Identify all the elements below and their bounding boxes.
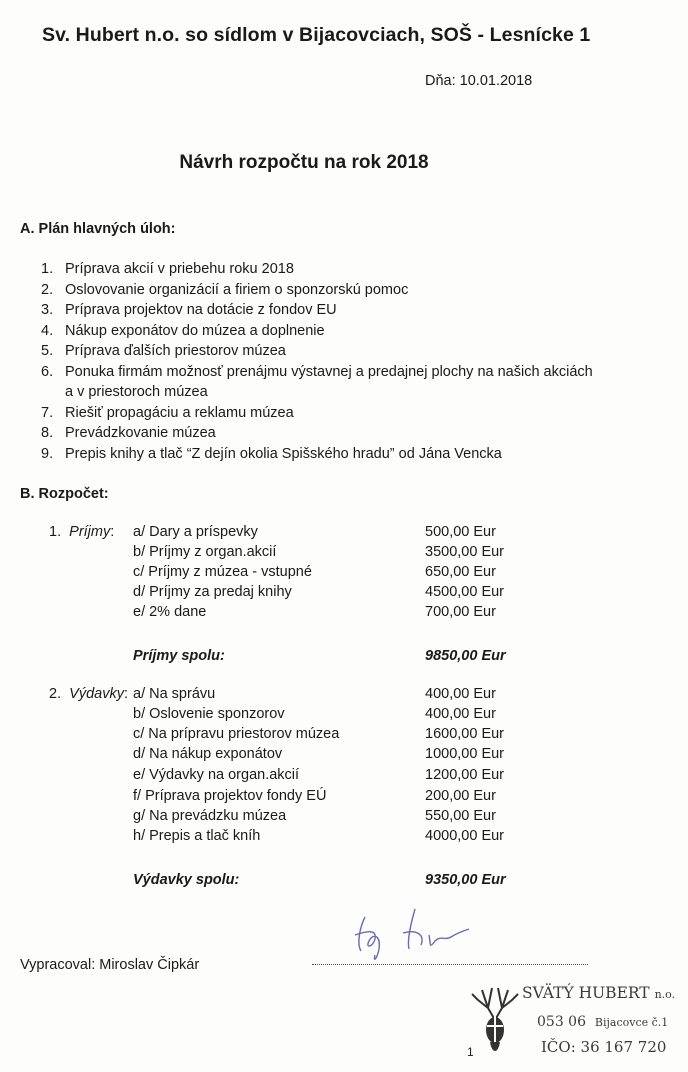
deer-emblem-icon	[470, 980, 520, 1066]
income-row: 1. Príjmy: a/ Dary a príspevky 500,00 Eur	[49, 524, 496, 540]
section-a-heading: A. Plán hlavných úloh:	[20, 221, 176, 237]
page-number: 1	[467, 1045, 474, 1059]
expense-category: 2. Výdavky:	[49, 686, 128, 702]
stamp-ico: IČO: 36 167 720	[541, 1038, 667, 1056]
income-total-row: Príjmy spolu: 9850,00 Eur	[133, 648, 506, 664]
income-row: b/ Príjmy z organ.akcií 3500,00 Eur	[133, 544, 505, 560]
list-item: 8. Prevádzkovanie múzea	[41, 425, 216, 441]
expense-row: b/ Oslovenie sponzorov 400,00 Eur	[133, 706, 496, 722]
list-item: 4. Nákup exponátov do múzea a doplnenie	[41, 322, 325, 339]
expense-row: c/ Na prípravu priestorov múzea 1600,00 Eur	[133, 726, 505, 742]
list-item: 2. Oslovovanie organizácií a firiem o sponzorskú pomoc	[41, 281, 409, 298]
income-row: c/ Príjmy z múzea - vstupné 650,00 Eur	[133, 564, 496, 580]
stamp-address: 053 06 Bijacovce č.1	[537, 1014, 669, 1030]
income-row: e/ 2% dane 700,00 Eur	[133, 604, 496, 620]
signature-image	[345, 905, 475, 965]
task-list	[41, 259, 601, 464]
document-date: Dňa: 10.01.2018	[425, 73, 533, 89]
income-row: d/ Príjmy za predaj knihy 4500,00 Eur	[133, 584, 505, 600]
list-item: 9. Prepis knihy a tlač “Z dejín okolia Spišského hradu” od Jána Vencka	[41, 445, 502, 462]
list-item: 3. Príprava projektov na dotácie z fondov EU	[41, 302, 337, 318]
expense-row: d/ Na nákup exponátov 1000,00 Eur	[133, 746, 505, 762]
list-item: 6. Ponuka firmám možnosť prenájmu výstavnej a predajnej plochy na našich akciách a v priestoroch múzea	[41, 363, 593, 400]
expense-row: h/ Prepis a tlač kníh 4000,00 Eur	[133, 828, 505, 844]
organization-stamp	[470, 978, 682, 1068]
expense-total-row: Výdavky spolu: 9350,00 Eur	[133, 872, 506, 888]
list-item: 1. Príprava akcií v priebehu roku 2018	[41, 261, 294, 277]
expense-row: f/ Príprava projektov fondy EÚ 200,00 Eur	[133, 788, 496, 804]
expense-row: 2. Výdavky: a/ Na správu 400,00 Eur	[49, 686, 496, 702]
income-category: 1. Príjmy:	[49, 524, 115, 540]
expense-row: g/ Na prevádzku múzea 550,00 Eur	[133, 808, 496, 824]
list-item: 5. Príprava ďalších priestorov múzea	[41, 343, 286, 359]
organization-header: Sv. Hubert n.o. so sídlom v Bijacovciach, SOŠ - Lesnícke 1	[42, 24, 591, 46]
section-b-heading: B. Rozpočet:	[20, 486, 109, 502]
list-item: 7. Riešiť propagáciu a reklamu múzea	[41, 404, 294, 421]
document-title: Návrh rozpočtu na rok 2018	[179, 152, 429, 173]
stamp-name: SVÄTÝ HUBERT n.o.	[522, 984, 676, 1002]
prepared-by: Vypracoval: Miroslav Čipkár	[20, 957, 200, 973]
expense-row: e/ Výdavky na organ.akcií 1200,00 Eur	[133, 767, 505, 783]
